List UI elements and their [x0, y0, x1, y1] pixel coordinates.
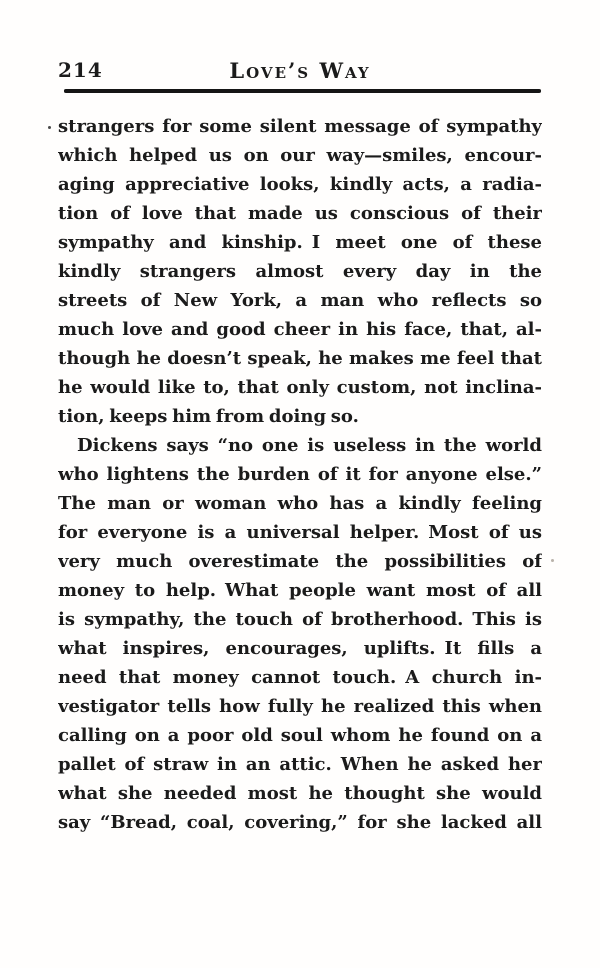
text-line: tion, keeps him from doing so. — [58, 406, 359, 427]
text-line: what inspires, encourages, uplifts. It fills a — [58, 638, 542, 659]
text-line: very much overestimate the possibilities of — [58, 551, 542, 572]
page-text — [58, 112, 542, 837]
text-line: though he doesn’t speak, he makes me feel that — [58, 348, 542, 369]
text-line: is sympathy, the touch of brotherhood. This is — [58, 609, 542, 630]
text-line: strangers for some silent message of sympathy — [58, 116, 542, 137]
text-line: tion of love that made us conscious of their — [58, 203, 542, 224]
text-line: sympathy and kinship. I meet one of these — [58, 232, 542, 253]
text-line: who lightens the burden of it for anyone else.” — [58, 464, 542, 485]
text-line: aging appreciative looks, kindly acts, a radia- — [58, 174, 542, 195]
running-title: Love’s Way — [229, 58, 371, 83]
text-line: what she needed most he thought she would — [58, 783, 542, 804]
scan-speck — [551, 559, 554, 562]
text-line: need that money cannot touch. A church in- — [58, 667, 542, 688]
scan-speck — [48, 126, 51, 129]
text-line: he would like to, that only custom, not inclina- — [58, 377, 542, 398]
text-line: kindly strangers almost every day in the — [58, 261, 542, 282]
text-line: which helped us on our way—smiles, encour- — [58, 145, 542, 166]
text-line: for everyone is a universal helper. Most of us — [58, 522, 542, 543]
text-line: much love and good cheer in his face, that, al- — [58, 319, 542, 340]
text-line: streets of New York, a man who reflects so — [58, 290, 542, 311]
text-line: vestigator tells how fully he realized this when — [58, 696, 542, 717]
page-number: 214 — [58, 58, 103, 82]
text-line: calling on a poor old soul whom he found on a — [58, 725, 542, 746]
text-line: say “Bread, coal, covering,” for she lacked all — [58, 812, 542, 833]
text-line: The man or woman who has a kindly feeling — [58, 493, 542, 514]
text-line: money to help. What people want most of all — [58, 580, 542, 601]
text-line: Dickens says “no one is useless in the world — [77, 435, 542, 456]
header-rule — [64, 89, 541, 93]
text-line: pallet of straw in an attic. When he asked her — [58, 754, 542, 775]
running-head — [58, 58, 542, 84]
